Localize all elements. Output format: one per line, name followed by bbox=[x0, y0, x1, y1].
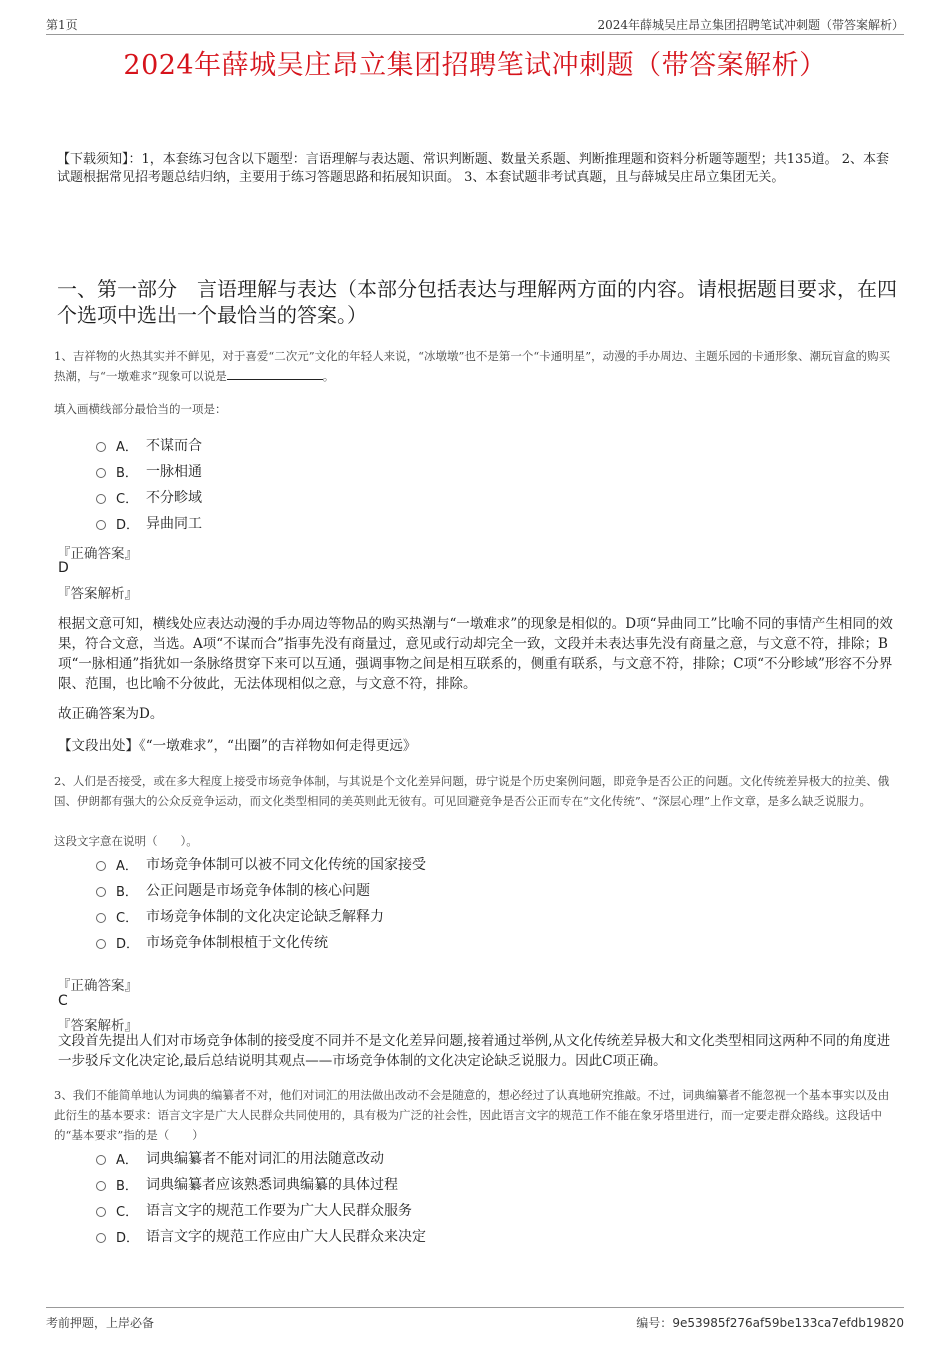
question-2-analysis: 文段首先提出人们对市场竞争体制的接受度不同并不是文化差异问题,接着通过举例,从文化传统差异极大和文化类型相同这两种不同的角度进一步驳斥文化决定论,最后总结说明其观点——市场竞争体制的文化决定论缺乏说服力。因此C项正确。 bbox=[58, 1033, 891, 1069]
option-a[interactable]: A． 不谋而合 bbox=[96, 432, 596, 458]
page-number: 第1页 bbox=[46, 18, 78, 32]
radio-icon[interactable] bbox=[96, 468, 106, 478]
option-a[interactable]: A． 市场竞争体制可以被不同文化传统的国家接受 bbox=[96, 851, 596, 877]
option-d[interactable]: D． 异曲同工 bbox=[96, 510, 596, 536]
radio-icon[interactable] bbox=[96, 913, 106, 923]
answer-blank bbox=[227, 367, 323, 380]
question-1-analysis: 根据文意可知，横线处应表达动漫的手办周边等物品的购买热潮与“一墩难求”的现象是相似的。D项“异曲同工”比喻不同的事情产生相同的效果，符合文意，当选。A项“不谋而合”指事先没有商量过，意见或行动却完全一致，文段并未表达事先没有商量之意，与文意不符，排除；B项“一脉相通”指犹如一条脉络贯穿下来可以互通，强调事物之间是相互联系的，侧重有联系，与文意不符，排除；C项“不分畛域”形容不分界限、范围，也比喻不分彼此，无法体现相似之意，与文意不符，排除。 bbox=[58, 616, 893, 692]
answer-label: 『正确答案』 bbox=[57, 546, 138, 562]
question-3-options bbox=[96, 1145, 596, 1249]
question-2-options bbox=[96, 851, 596, 955]
page-header bbox=[46, 14, 904, 35]
option-b[interactable]: B． 词典编纂者应该熟悉词典编纂的具体过程 bbox=[96, 1171, 596, 1197]
question-1-options bbox=[96, 432, 596, 536]
option-d[interactable]: D． 语言文字的规范工作应由广大人民群众来决定 bbox=[96, 1223, 596, 1249]
question-1-prompt: 填入画横线部分最恰当的一项是： bbox=[54, 402, 227, 416]
radio-icon[interactable] bbox=[96, 1207, 106, 1217]
download-notice: 【下载须知】：1，本套练习包含以下题型：言语理解与表达题、常识判断题、数量关系题、判断推理题和资料分析题等题型；共135道。 2、本套试题根据常见招考题总结归纳，主要用于练习答题思路和拓展知识面。 3、本套试题非考试真题，且与薛城吴庄昂立集团无关。 bbox=[57, 152, 889, 185]
radio-icon[interactable] bbox=[96, 887, 106, 897]
option-c[interactable]: C． 市场竞争体制的文化决定论缺乏解释力 bbox=[96, 903, 596, 929]
analysis-label: 『答案解析』 bbox=[57, 1018, 138, 1034]
page-title: 2024年薛城吴庄昂立集团招聘笔试冲刺题（带答案解析） bbox=[123, 50, 827, 81]
radio-icon[interactable] bbox=[96, 442, 106, 452]
radio-icon[interactable] bbox=[96, 1233, 106, 1243]
option-c[interactable]: C． 语言文字的规范工作要为广大人民群众服务 bbox=[96, 1197, 596, 1223]
radio-icon[interactable] bbox=[96, 861, 106, 871]
radio-icon[interactable] bbox=[96, 520, 106, 530]
option-b[interactable]: B． 公正问题是市场竞争体制的核心问题 bbox=[96, 877, 596, 903]
question-1-conclusion: 故正确答案为D。 bbox=[58, 706, 164, 722]
answer-label: 『正确答案』 bbox=[57, 978, 138, 994]
question-2-answer: C bbox=[58, 993, 68, 1009]
option-a[interactable]: A． 词典编纂者不能对词汇的用法随意改动 bbox=[96, 1145, 596, 1171]
radio-icon[interactable] bbox=[96, 1181, 106, 1191]
analysis-label: 『答案解析』 bbox=[57, 586, 138, 602]
question-1-source: 【文段出处】《“一墩难求”，“出圈”的吉祥物如何走得更远》 bbox=[58, 738, 417, 754]
footer-slogan: 考前押题，上岸必备 bbox=[46, 1316, 155, 1330]
option-b[interactable]: B． 一脉相通 bbox=[96, 458, 596, 484]
question-1-answer: D bbox=[58, 560, 69, 576]
radio-icon[interactable] bbox=[96, 939, 106, 949]
option-c[interactable]: C． 不分畛域 bbox=[96, 484, 596, 510]
radio-icon[interactable] bbox=[96, 1155, 106, 1165]
option-d[interactable]: D． 市场竞争体制根植于文化传统 bbox=[96, 929, 596, 955]
section-title: 一、第一部分 言语理解与表达（本部分包括表达与理解两方面的内容。请根据题目要求，在四个选项中选出一个最恰当的答案。） bbox=[57, 277, 897, 327]
question-2-stem: 2、人们是否接受，或在多大程度上接受市场竞争体制，与其说是个文化差异问题，毋宁说是个历史案例问题，即竞争是否公正的问题。文化传统差异极大的拉美、俄国、伊朗都有强大的公众反竞争运动，而文化类型相同的美英则此无彼有。可见回避竞争是否公正而专在“文化传统”、“深层心理”上作文章，是多么缺乏说服力。 bbox=[54, 774, 890, 808]
question-1-stem: 1、吉祥物的火热其实并不鲜见，对于喜爱“二次元”文化的年轻人来说，“冰墩墩”也不是第一个“卡通明星”，动漫的手办周边、主题乐园的卡通形象、潮玩盲盒的购买热潮，与“一墩难求”现象可以说是 。 bbox=[54, 349, 891, 383]
radio-icon[interactable] bbox=[96, 494, 106, 504]
footer-code: 编号：9e53985f276af59be133ca7efdb19820 bbox=[636, 1316, 904, 1330]
page-footer bbox=[46, 1307, 904, 1330]
question-2-prompt: 这段文字意在说明（ ）。 bbox=[54, 834, 198, 848]
question-3-stem: 3、我们不能简单地认为词典的编纂者不对，他们对词汇的用法做出改动不会是随意的，想必经过了认真地研究推敲。不过，词典编纂者不能忽视一个基本事实以及由此衍生的基本要求：语言文字是广大人民群众共同使用的，具有极为广泛的社会性，因此语言文字的规范工作不能在象牙塔里进行，而一定要走群众路线。这段话中的“基本要求”指的是（ ） bbox=[54, 1088, 890, 1142]
header-doc-title: 2024年薛城吴庄昂立集团招聘笔试冲刺题（带答案解析） bbox=[597, 18, 904, 32]
